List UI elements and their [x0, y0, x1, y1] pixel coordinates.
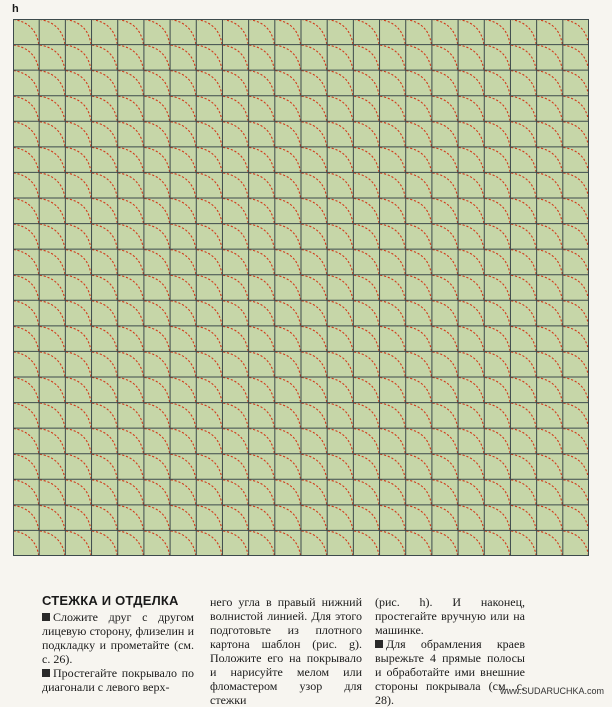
instructions-text [42, 593, 604, 707]
paragraph: Сложите друг с другом лицевую сторону, флизелин и подкладку и прометайте (см. с. 26). [42, 610, 194, 666]
paragraph: Для обрамления краев вырежьте 4 прямые полосы и обработайте ими внешние стороны покрывала (см. с. 28). [375, 637, 525, 707]
square-bullet-icon [42, 669, 50, 677]
text-column-2 [210, 595, 362, 707]
paragraph: Простегайте покрывало по диагонали с левого верх- [42, 666, 194, 694]
paragraph: него угла в правый нижний волнистой линией. Для этого подготовьте из плотного картона шаблон (рис. g). Положите его на покрывало и нарисуйте мелом или фломастером узор для стежки [210, 595, 362, 707]
quilt-grid-figure [13, 19, 589, 556]
square-bullet-icon [375, 640, 383, 648]
section-heading: СТЕЖКА И ОТДЕЛКА [42, 593, 179, 608]
text-column-1 [42, 610, 194, 694]
paragraph: (рис. h). И наконец, простегайте вручную или на машинке. [375, 595, 525, 637]
watermark-url: www.SUDARUCHKA.com [499, 686, 604, 696]
square-bullet-icon [42, 613, 50, 621]
figure-label: h [12, 3, 19, 15]
